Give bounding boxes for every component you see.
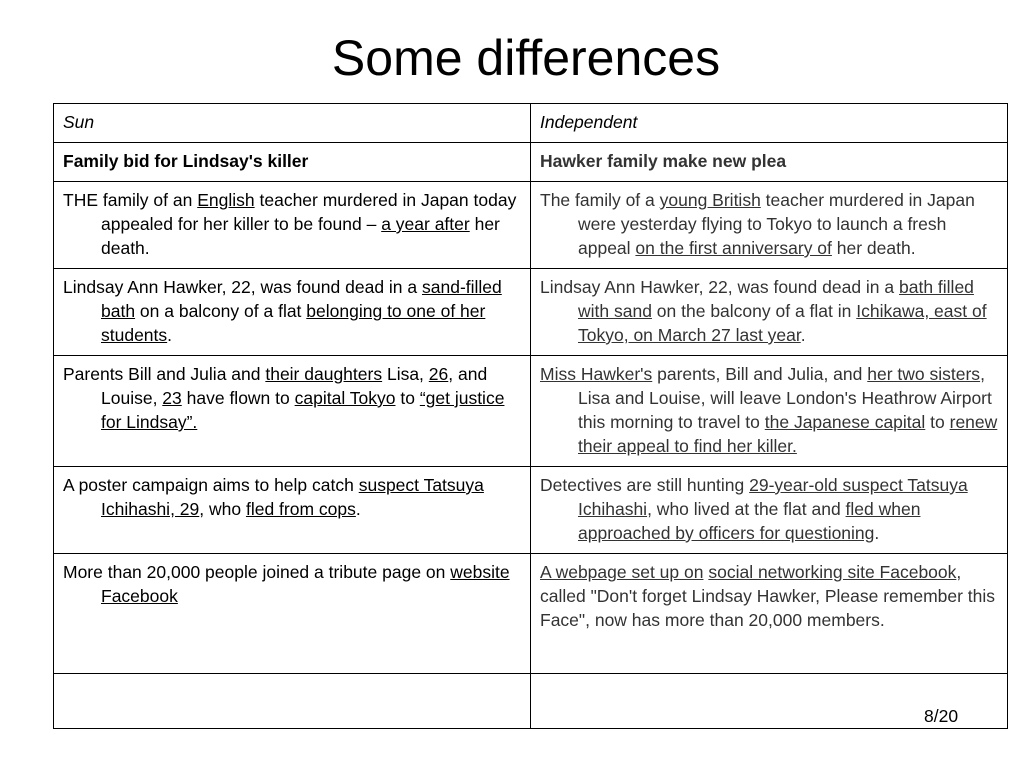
- text-segment: , who: [199, 499, 246, 519]
- text-segment: Lindsay Ann Hawker, 22, was found dead in a: [63, 277, 422, 297]
- text-segment: her death.: [831, 238, 916, 258]
- highlighted-difference: English: [197, 190, 255, 210]
- highlighted-difference: capital Tokyo: [294, 388, 396, 408]
- highlighted-difference: 23: [162, 388, 182, 408]
- comparison-table: [53, 103, 1008, 729]
- highlighted-difference: A webpage set up on: [540, 562, 704, 582]
- comparison-row: [54, 356, 1008, 467]
- highlighted-difference: her two sisters: [867, 364, 981, 384]
- highlighted-difference: a year after: [381, 214, 470, 234]
- text-segment: Parents Bill and Julia and: [63, 364, 266, 384]
- empty-cell: [54, 674, 531, 729]
- independent-cell: [531, 269, 1008, 356]
- text-segment: on a balcony of a flat: [135, 301, 307, 321]
- slide-title: Some differences: [331, 30, 721, 86]
- text-segment: .: [355, 499, 361, 519]
- highlighted-difference: renew their appeal to find her killer.: [578, 412, 998, 456]
- text-segment: teacher murdered in Japan were yesterday flying to Tokyo to launch a fresh appeal: [578, 190, 975, 258]
- sun-cell: [54, 467, 531, 554]
- highlighted-difference: 26: [428, 364, 449, 384]
- sun-cell: [54, 182, 531, 269]
- text-segment: , who lived at the flat and: [647, 499, 846, 519]
- text-segment: Lisa,: [382, 364, 429, 384]
- text-segment: to: [395, 388, 420, 408]
- highlighted-difference: website Facebook: [101, 562, 510, 606]
- text-segment: .: [800, 325, 806, 345]
- highlighted-difference: suspect Tatsuya Ichihashi, 29: [101, 475, 484, 519]
- comparison-row: [54, 554, 1008, 674]
- highlighted-difference: fled from cops: [245, 499, 356, 519]
- column-header-independent: Independent: [531, 104, 1008, 143]
- headline-sun: Family bid for Lindsay's killer: [54, 143, 531, 182]
- comparison-row: [54, 182, 1008, 269]
- comparison-row: [54, 467, 1008, 554]
- sun-cell: [54, 356, 531, 467]
- text-segment: , called "Don't forget Lindsay Hawker, Please remember this Face", now has more than 20,000 members.: [540, 562, 996, 630]
- highlighted-difference: sand-filled bath: [101, 277, 502, 321]
- highlighted-difference: Miss Hawker's: [540, 364, 653, 384]
- text-segment: A poster campaign aims to help catch: [63, 475, 359, 495]
- text-segment: The family of a: [540, 190, 660, 210]
- empty-row: [54, 674, 1008, 729]
- highlighted-difference: social networking site Facebook: [708, 562, 957, 582]
- text-segment: Lindsay Ann Hawker, 22, was found dead in a: [540, 277, 899, 297]
- text-segment: on the balcony of a flat in: [651, 301, 857, 321]
- sun-cell: [54, 554, 531, 674]
- highlighted-difference: on the first anniversary of: [635, 238, 832, 258]
- independent-cell: [531, 467, 1008, 554]
- independent-cell: [531, 182, 1008, 269]
- highlighted-difference: fled when approached by officers for questioning: [578, 499, 921, 543]
- independent-cell: [531, 356, 1008, 467]
- text-segment: her death.: [101, 214, 500, 258]
- text-segment: to: [925, 412, 950, 432]
- highlighted-difference: “get justice for Lindsay”.: [101, 388, 505, 432]
- text-segment: , Lisa and Louise, will leave London's Heathrow Airport this morning to travel to: [578, 364, 992, 432]
- text-segment: , and Louise,: [101, 364, 488, 408]
- headline-row: [54, 143, 1008, 182]
- highlighted-difference: the Japanese capital: [764, 412, 926, 432]
- text-segment: THE family of an: [63, 190, 198, 210]
- highlighted-difference: belonging to one of her students: [101, 301, 486, 345]
- highlighted-difference: young British: [659, 190, 761, 210]
- text-segment: .: [167, 325, 173, 345]
- headline-independent: Hawker family make new plea: [531, 143, 1008, 182]
- page-number: 8/20: [924, 706, 959, 726]
- text-segment: .: [874, 523, 880, 543]
- highlighted-difference: their daughters: [265, 364, 383, 384]
- text-segment: Detectives are still hunting: [540, 475, 750, 495]
- highlighted-difference: 29-year-old suspect Tatsuya Ichihashi: [578, 475, 968, 519]
- text-segment: More than 20,000 people joined a tribute page on: [63, 562, 451, 582]
- text-segment: have flown to: [181, 388, 295, 408]
- source-row: [54, 104, 1008, 143]
- sun-cell: [54, 269, 531, 356]
- comparison-row: [54, 269, 1008, 356]
- column-header-sun: Sun: [54, 104, 531, 143]
- highlighted-difference: bath filled with sand: [578, 277, 974, 321]
- highlighted-difference: Ichikawa, east of Tokyo, on March 27 last year: [578, 301, 987, 345]
- independent-cell: [531, 554, 1008, 674]
- text-segment: teacher murdered in Japan today appealed for her killer to be found –: [101, 190, 517, 234]
- text-segment: parents, Bill and Julia, and: [652, 364, 868, 384]
